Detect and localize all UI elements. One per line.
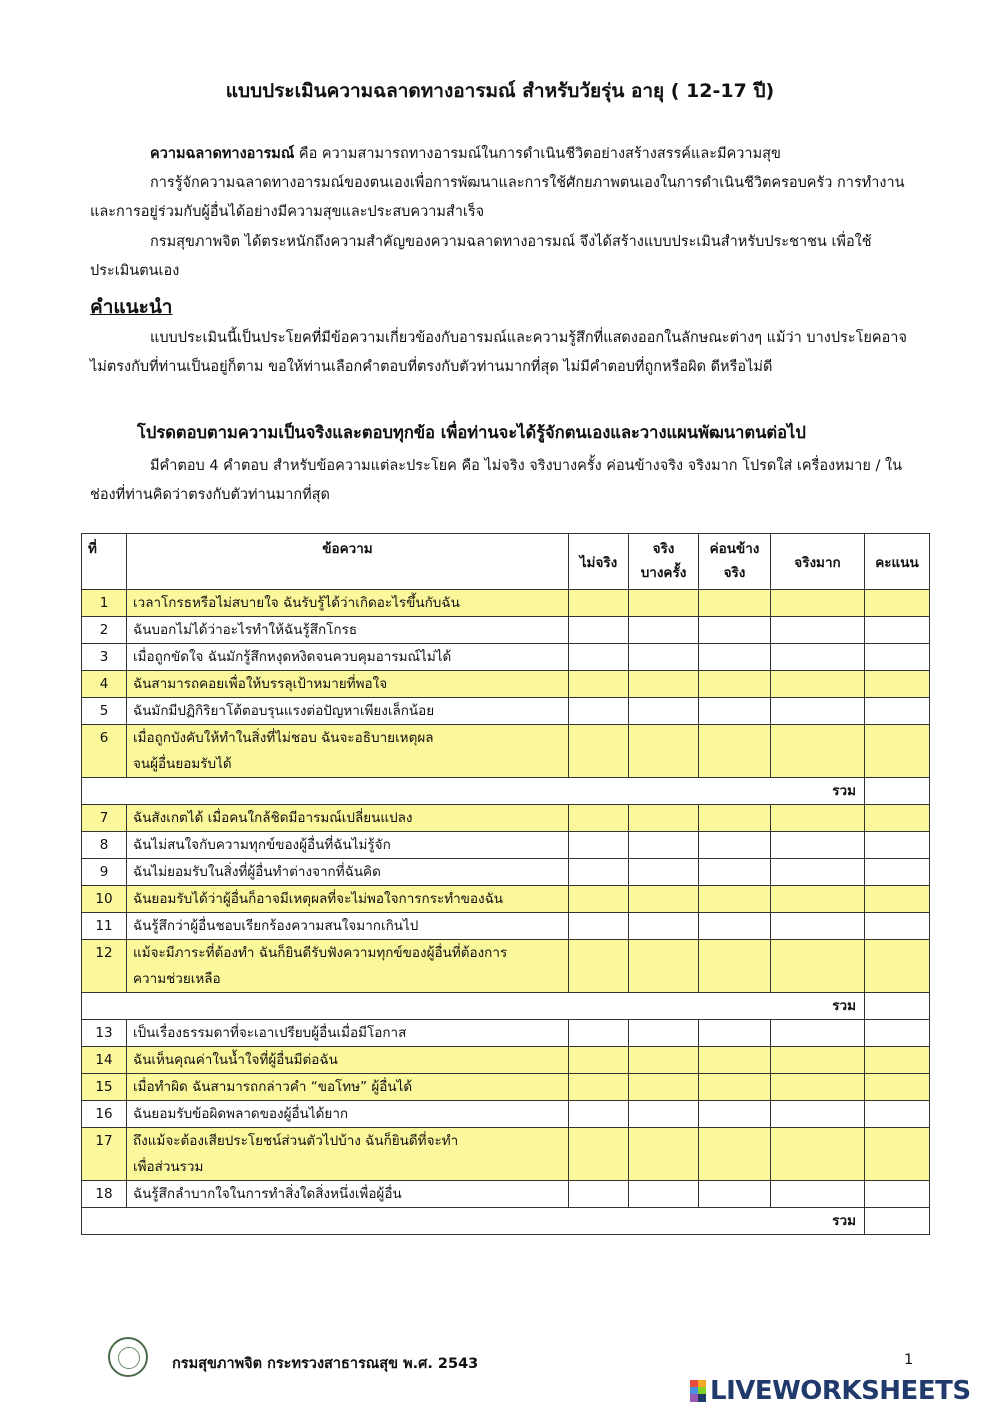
row-statement [127,725,569,778]
row-statement [127,1101,569,1128]
row-number: 2 [82,617,127,644]
answer-not-true[interactable] [569,671,629,698]
answer-fairly-true[interactable] [699,913,771,940]
answer-fairly-true[interactable] [699,1074,771,1101]
row-statement [127,805,569,832]
row-number: 14 [82,1047,127,1074]
answer-not-true[interactable] [569,940,629,993]
answer-not-true[interactable] [569,644,629,671]
header-fairly-line2: จริง [723,565,746,581]
row-number: 12 [82,940,127,993]
answer-very-true[interactable] [771,940,865,993]
row-statement-line1: ฉันรู้สึกว่าผู้อื่นชอบเรียกร้องความสนใจมากเกินไป [133,918,419,934]
answer-not-true[interactable] [569,832,629,859]
row-statement-line1: ฉันบอกไม่ได้ว่าอะไรทำให้ฉันรู้สึกโกรธ [133,622,358,638]
answer-very-true[interactable] [771,1181,865,1208]
answer-note: มีคำตอบ 4 คำตอบ สำหรับข้อความแต่ละประโยค คือ ไม่จริง จริงบางครั้ง ค่อนข้างจริง จริงมาก โปรดใส่ เครื่องหมาย / ในช่องที่ท่านคิดว่าตรงกับตัวท่านมากที่สุด [90,458,902,503]
row-statement [127,590,569,617]
answer-not-true[interactable] [569,725,629,778]
answer-fairly-true[interactable] [699,832,771,859]
answer-sometimes[interactable] [629,1101,699,1128]
row-number: 8 [82,832,127,859]
answer-very-true[interactable] [771,590,865,617]
answer-sometimes[interactable] [629,886,699,913]
row-statement [127,617,569,644]
score-cell[interactable] [865,1047,930,1074]
subtotal-score-cell[interactable] [865,1208,930,1235]
row-statement [127,1181,569,1208]
answer-not-true[interactable] [569,617,629,644]
answer-fairly-true[interactable] [699,1101,771,1128]
answer-sometimes[interactable] [629,832,699,859]
answer-fairly-true[interactable] [699,698,771,725]
header-sometimes [629,534,699,590]
row-number: 11 [82,913,127,940]
answer-very-true[interactable] [771,913,865,940]
answer-fairly-true[interactable] [699,1047,771,1074]
header-fairly-true [699,534,771,590]
row-number: 10 [82,886,127,913]
answer-fairly-true[interactable] [699,940,771,993]
table-header-row [82,534,930,590]
answer-sometimes[interactable] [629,725,699,778]
subtotal-label: รวม [82,778,865,805]
score-cell[interactable] [865,1181,930,1208]
score-cell[interactable] [865,1074,930,1101]
answer-sometimes[interactable] [629,644,699,671]
subtotal-row [82,778,930,805]
header-very-true: จริงมาก [771,534,865,590]
answer-not-true[interactable] [569,1101,629,1128]
liveworksheets-logo [690,1376,971,1406]
score-cell[interactable] [865,1101,930,1128]
table-row [82,617,930,644]
row-number: 18 [82,1181,127,1208]
instructions-heading: คำแนะนำ [90,296,173,318]
score-cell[interactable] [865,1128,930,1181]
row-number: 17 [82,1128,127,1181]
table-row [82,832,930,859]
intro-definition-term: ความฉลาดทางอารมณ์ [150,146,295,162]
header-sometimes-line1: จริง [652,541,675,557]
header-sometimes-line2: บางครั้ง [640,565,687,581]
table-row [82,698,930,725]
table-row [82,1020,930,1047]
row-number: 7 [82,805,127,832]
table-row [82,725,930,778]
row-number: 3 [82,644,127,671]
score-cell[interactable] [865,671,930,698]
row-statement-line1: ฉันเห็นคุณค่าในน้ำใจที่ผู้อื่นมีต่อฉัน [133,1052,338,1068]
answer-not-true[interactable] [569,1047,629,1074]
answer-not-true[interactable] [569,886,629,913]
row-statement [127,859,569,886]
answer-very-true[interactable] [771,671,865,698]
answer-not-true[interactable] [569,805,629,832]
score-cell[interactable] [865,698,930,725]
table-row [82,940,930,993]
row-statement [127,913,569,940]
answer-sometimes[interactable] [629,1020,699,1047]
table-row [82,1128,930,1181]
intro-paragraph-3: กรมสุขภาพจิต ได้ตระหนักถึงความสำคัญของความฉลาดทางอารมณ์ จึงได้สร้างแบบประเมินสำหรับประชาชน เพื่อใช้ประเมินตนเอง [90,234,872,279]
answer-not-true[interactable] [569,913,629,940]
score-cell[interactable] [865,805,930,832]
answer-fairly-true[interactable] [699,1128,771,1181]
table-row [82,1047,930,1074]
score-cell[interactable] [865,644,930,671]
row-statement-line1: ฉันยอมรับได้ว่าผู้อื่นก็อาจมีเหตุผลที่จะไม่พอใจการกระทำของฉัน [133,891,504,907]
instructions-emphasis: โปรดตอบตามความเป็นจริงและตอบทุกข้อ เพื่อท่านจะได้รู้จักตนเองและวางแผนพัฒนาตนต่อไป [137,423,806,442]
answer-sometimes[interactable] [629,1128,699,1181]
table-row [82,1181,930,1208]
row-number: 5 [82,698,127,725]
row-number: 13 [82,1020,127,1047]
assessment-table [81,533,930,1235]
page-number: 1 [904,1352,914,1368]
answer-fairly-true[interactable] [699,590,771,617]
subtotal-score-cell[interactable] [865,993,930,1020]
row-statement-line1: เป็นเรื่องธรรมดาที่จะเอาเปรียบผู้อื่นเมื่อมีโอกาส [133,1025,407,1041]
score-cell[interactable] [865,617,930,644]
row-statement-line1: ฉันไม่ยอมรับในสิ่งที่ผู้อื่นทำต่างจากที่ฉันคิด [133,864,381,880]
answer-fairly-true[interactable] [699,644,771,671]
answer-very-true[interactable] [771,725,865,778]
row-statement [127,698,569,725]
answer-sometimes[interactable] [629,1181,699,1208]
answer-sometimes[interactable] [629,940,699,993]
answer-sometimes[interactable] [629,913,699,940]
row-statement [127,1047,569,1074]
score-cell[interactable] [865,913,930,940]
score-cell[interactable] [865,590,930,617]
subtotal-label: รวม [82,993,865,1020]
answer-very-true[interactable] [771,832,865,859]
answer-fairly-true[interactable] [699,859,771,886]
row-statement-line1: ฉันสามารถคอยเพื่อให้บรรลุเป้าหมายที่พอใจ [133,676,388,692]
answer-very-true[interactable] [771,644,865,671]
table-row [82,886,930,913]
instructions-paragraph: แบบประเมินนี้เป็นประโยคที่มีข้อความเกี่ยวข้องกับอารมณ์และความรู้สึกที่แสดงออกในลักษณะต่างๆ แม้ว่า บางประโยคอาจไม่ตรงกับที่ท่านเป็นอยู่ก็ตาม ขอให้ท่านเลือกคำตอบที่ตรงกับตัวท่านมากที่สุด ไม่มีคำตอบที่ถูกหรือผิด ดีหรือไม่ดี [90,330,907,375]
answer-not-true[interactable] [569,698,629,725]
table-row [82,913,930,940]
answer-fairly-true[interactable] [699,725,771,778]
row-statement-line2: ความช่วยเหลือ [133,971,221,987]
answer-not-true[interactable] [569,1181,629,1208]
answer-very-true[interactable] [771,1047,865,1074]
table-row [82,1101,930,1128]
answer-sometimes[interactable] [629,805,699,832]
row-statement-line1: เมื่อถูกบังคับให้ทำในสิ่งที่ไม่ชอบ ฉันจะอธิบายเหตุผล [133,730,434,746]
score-cell[interactable] [865,859,930,886]
subtotal-score-cell[interactable] [865,778,930,805]
score-cell[interactable] [865,886,930,913]
answer-very-true[interactable] [771,1074,865,1101]
table-row [82,590,930,617]
header-score: คะแนน [865,534,930,590]
header-not-true: ไม่จริง [569,534,629,590]
answer-not-true[interactable] [569,590,629,617]
answer-fairly-true[interactable] [699,671,771,698]
answer-very-true[interactable] [771,886,865,913]
answer-fairly-true[interactable] [699,1020,771,1047]
score-cell[interactable] [865,832,930,859]
answer-sometimes[interactable] [629,590,699,617]
row-number: 4 [82,671,127,698]
row-statement [127,886,569,913]
row-statement-line2: เพื่อส่วนรวม [133,1159,204,1175]
row-statement-line1: ฉันไม่สนใจกับความทุกข์ของผู้อื่นที่ฉันไม่รู้จัก [133,837,391,853]
score-cell[interactable] [865,940,930,993]
row-statement-line2: จนผู้อื่นยอมรับได้ [133,756,232,772]
page-title: แบบประเมินความฉลาดทางอารมณ์ สำหรับวัยรุ่น อายุ ( 12-17 ปี) [225,80,775,102]
ministry-seal-icon [108,1337,148,1377]
subtotal-row [82,993,930,1020]
row-statement [127,671,569,698]
table-row [82,805,930,832]
row-number: 6 [82,725,127,778]
table-row [82,859,930,886]
row-number: 16 [82,1101,127,1128]
answer-very-true[interactable] [771,698,865,725]
header-no: ที่ [82,534,127,590]
answer-very-true[interactable] [771,859,865,886]
intro-definition [90,140,920,169]
row-number: 15 [82,1074,127,1101]
liveworksheets-wordmark: LIVEWORKSHEETS [710,1376,971,1406]
answer-not-true[interactable] [569,859,629,886]
answer-sometimes[interactable] [629,1074,699,1101]
row-statement-line1: เมื่อทำผิด ฉันสามารถกล่าวคำ “ขอโทษ” ผู้อื่นได้ [133,1079,413,1095]
liveworksheets-badge-icon [690,1380,706,1402]
row-statement [127,1128,569,1181]
subtotal-row [82,1208,930,1235]
row-number: 1 [82,590,127,617]
table-row [82,1074,930,1101]
score-cell[interactable] [865,1020,930,1047]
intro-paragraph-2: การรู้จักความฉลาดทางอารมณ์ของตนเองเพื่อการพัฒนาและการใช้ศักยภาพตนเองในการดำเนินชีวิตครอบครัว การทำงานและการอยู่ร่วมกับผู้อื่นได้อย่างมีความสุขและประสบความสำเร็จ [90,175,905,220]
row-statement [127,1020,569,1047]
row-statement [127,1074,569,1101]
answer-very-true[interactable] [771,1101,865,1128]
answer-not-true[interactable] [569,1128,629,1181]
answer-fairly-true[interactable] [699,886,771,913]
table-row [82,671,930,698]
intro-definition-text: คือ ความสามารถทางอารมณ์ในการดำเนินชีวิตอย่างสร้างสรรค์และมีความสุข [294,146,781,162]
answer-very-true[interactable] [771,1020,865,1047]
answer-sometimes[interactable] [629,617,699,644]
row-statement [127,940,569,993]
row-statement-line1: ฉันสังเกตได้ เมื่อคนใกล้ชิดมีอารมณ์เปลี่ยนแปลง [133,810,413,826]
row-statement-line1: ฉันรู้สึกลำบากใจในการทำสิ่งใดสิ่งหนึ่งเพื่อผู้อื่น [133,1186,402,1202]
row-statement-line1: เมื่อถูกขัดใจ ฉันมักรู้สึกหงุดหงิดจนควบคุมอารมณ์ไม่ได้ [133,649,452,665]
answer-very-true[interactable] [771,1128,865,1181]
row-number: 9 [82,859,127,886]
answer-very-true[interactable] [771,617,865,644]
answer-fairly-true[interactable] [699,805,771,832]
row-statement-line1: ถึงแม้จะต้องเสียประโยชน์ส่วนตัวไปบ้าง ฉันก็ยินดีที่จะทำ [133,1133,459,1149]
answer-very-true[interactable] [771,805,865,832]
header-statement: ข้อความ [127,534,569,590]
answer-sometimes[interactable] [629,698,699,725]
row-statement-line1: ฉันยอมรับข้อผิดพลาดของผู้อื่นได้ยาก [133,1106,349,1122]
answer-not-true[interactable] [569,1020,629,1047]
row-statement-line1: ฉันมักมีปฏิกิริยาโต้ตอบรุนแรงต่อปัญหาเพียงเล็กน้อย [133,703,435,719]
answer-not-true[interactable] [569,1074,629,1101]
score-cell[interactable] [865,725,930,778]
row-statement-line1: เวลาโกรธหรือไม่สบายใจ ฉันรับรู้ได้ว่าเกิดอะไรขึ้นกับฉัน [133,595,460,611]
table-row [82,644,930,671]
answer-sometimes[interactable] [629,1047,699,1074]
answer-sometimes[interactable] [629,671,699,698]
answer-fairly-true[interactable] [699,1181,771,1208]
answer-fairly-true[interactable] [699,617,771,644]
row-statement [127,832,569,859]
answer-sometimes[interactable] [629,859,699,886]
row-statement-line1: แม้จะมีภาระที่ต้องทำ ฉันก็ยินดีรับฟังความทุกข์ของผู้อื่นที่ต้องการ [133,945,508,961]
header-fairly-line1: ค่อนข้าง [709,541,760,557]
subtotal-label: รวม [82,1208,865,1235]
footer-text: กรมสุขภาพจิต กระทรวงสาธารณสุข พ.ศ. 2543 [172,1356,479,1372]
row-statement [127,644,569,671]
